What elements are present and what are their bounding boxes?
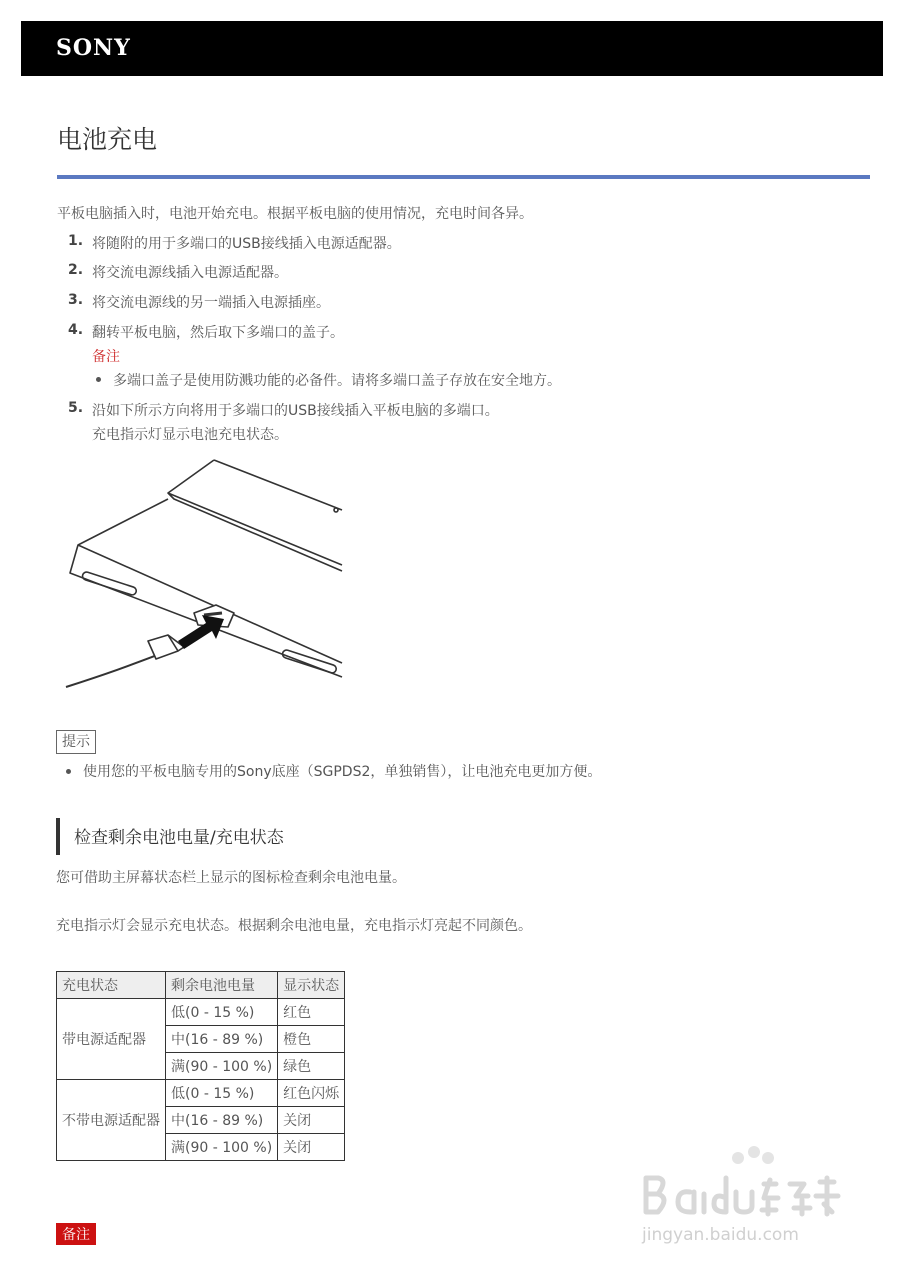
intro-paragraph: 平板电脑插入时，电池开始充电。根据平板电脑的使用情况，充电时间各异。 xyxy=(57,206,533,222)
battery-status-table xyxy=(56,971,345,1161)
battery-level-cell: 低(0 - 15 %) xyxy=(166,1080,278,1107)
step-1-number: 1. xyxy=(68,233,84,249)
step-5-subtext: 充电指示灯显示电池充电状态。 xyxy=(92,427,288,443)
usb-connection-illustration xyxy=(56,455,346,695)
step-4-text: 翻转平板电脑，然后取下多端口的盖子。 xyxy=(92,325,344,341)
step-3-number: 3. xyxy=(68,292,84,308)
step-4-note-label: 备注 xyxy=(92,349,120,365)
charging-state-cell: 不带电源适配器 xyxy=(57,1080,166,1161)
table-header-row xyxy=(57,972,345,999)
section-paragraph-1: 您可借助主屏幕状态栏上显示的图标检查剩余电池电量。 xyxy=(56,870,406,886)
table-row xyxy=(57,999,345,1026)
footer-note-badge: 备注 xyxy=(56,1223,96,1245)
step-5-text: 沿如下所示方向将用于多端口的USB接线插入平板电脑的多端口。 xyxy=(92,403,499,419)
table-header-cell: 剩余电池电量 xyxy=(166,972,278,999)
indicator-status-cell: 关闭 xyxy=(278,1107,345,1134)
indicator-status-cell: 绿色 xyxy=(278,1053,345,1080)
table-header-cell: 显示状态 xyxy=(278,972,345,999)
table-header-cell: 充电状态 xyxy=(57,972,166,999)
tip-item: 使用您的平板电脑专用的Sony底座（SGPDS2，单独销售），让电池充电更加方便。 xyxy=(83,764,602,780)
indicator-status-cell: 红色 xyxy=(278,999,345,1026)
step-2-text: 将交流电源线插入电源适配器。 xyxy=(92,265,288,281)
sony-header-bar xyxy=(21,21,883,76)
indicator-status-cell: 橙色 xyxy=(278,1026,345,1053)
table-row xyxy=(57,1080,345,1107)
bullet-icon xyxy=(96,377,101,382)
sony-logo: SONY xyxy=(56,35,131,61)
watermark-url: jingyan.baidu.com xyxy=(642,1225,799,1245)
indicator-status-cell: 关闭 xyxy=(278,1134,345,1161)
step-2-number: 2. xyxy=(68,262,84,278)
battery-level-cell: 低(0 - 15 %) xyxy=(166,999,278,1026)
battery-level-cell: 满(90 - 100 %) xyxy=(166,1134,278,1161)
section-paragraph-2: 充电指示灯会显示充电状态。根据剩余电池电量，充电指示灯亮起不同颜色。 xyxy=(56,918,532,934)
step-4-number: 4. xyxy=(68,322,84,338)
page-title: 电池充电 xyxy=(57,125,158,154)
baidu-watermark-logo xyxy=(638,1140,858,1250)
section-heading-bar xyxy=(56,818,60,855)
step-3-text: 将交流电源线的另一端插入电源插座。 xyxy=(92,295,330,311)
step-5-number: 5. xyxy=(68,400,84,416)
section-title: 检查剩余电池电量/充电状态 xyxy=(74,828,284,848)
step-1-text: 将随附的用于多端口的USB接线插入电源适配器。 xyxy=(92,236,401,252)
charging-state-cell: 带电源适配器 xyxy=(57,999,166,1080)
tip-label: 提示 xyxy=(56,730,96,754)
step-4-note-item: 多端口盖子是使用防溅功能的必备件。请将多端口盖子存放在安全地方。 xyxy=(113,373,561,389)
title-divider xyxy=(57,175,870,179)
indicator-status-cell: 红色闪烁 xyxy=(278,1080,345,1107)
battery-level-cell: 中(16 - 89 %) xyxy=(166,1026,278,1053)
bullet-icon xyxy=(66,769,71,774)
battery-level-cell: 满(90 - 100 %) xyxy=(166,1053,278,1080)
battery-level-cell: 中(16 - 89 %) xyxy=(166,1107,278,1134)
